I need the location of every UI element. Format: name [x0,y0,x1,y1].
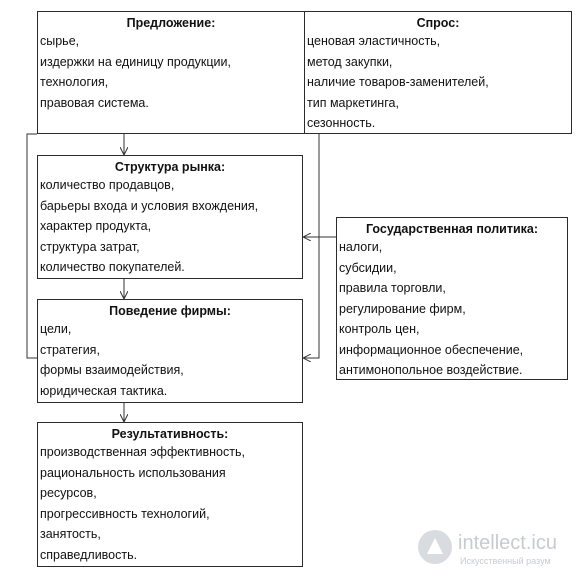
watermark [418,530,578,570]
performance-item: занятость, [40,527,101,541]
demand-item: метод закупки, [307,54,393,69]
supply-title: Предложение: [126,16,216,30]
market-structure-title: Структура рынка: [114,160,226,174]
government-policy-item: информационное обеспечение, [339,342,524,357]
watermark-name: intellect.icu [458,532,557,554]
demand-title: Спрос: [416,16,460,30]
supply-item: правовая система. [40,95,149,110]
government-policy-list [337,237,567,381]
performance-box [37,422,303,567]
supply-item: сырье, [40,34,80,48]
market-structure-item: барьеры входа и условия вхождения, [40,198,259,213]
demand-item: тип маркетинга, [307,95,399,110]
market-structure-box [37,155,303,279]
government-policy-title: Государственная политика: [365,222,539,236]
supply-item: издержки на единицу продукции, [40,54,231,69]
performance-item: справедливость. [40,547,138,562]
firm-conduct-box [37,299,303,403]
government-policy-item: антимонопольное воздействие. [339,363,523,377]
firm-conduct-title: Поведение фирмы: [109,304,231,318]
performance-item: ресурсов, [40,486,97,500]
watermark-logo-icon [418,530,452,564]
firm-conduct-item: юридическая тактика. [40,383,168,398]
government-policy-item: субсидии, [339,260,397,275]
demand-box [304,11,572,134]
firm-conduct-item: стратегия, [40,342,100,357]
market-structure-item: количество покупателей. [40,260,185,274]
market-structure-list [38,175,302,278]
feedback-line-left [27,134,37,358]
arrow-demand-to-conduct [304,134,319,358]
performance-item: прогрессивность технологий, [40,506,210,521]
supply-list [38,31,304,113]
government-policy-item: контроль цен, [339,322,420,336]
market-structure-item: структура затрат, [40,239,140,254]
demand-item: ценовая эластичность, [307,34,441,48]
supply-item: технология, [40,75,109,89]
performance-list [38,442,302,565]
watermark-tagline: Искусственный разум [460,556,551,566]
government-policy-item: налоги, [339,240,383,254]
government-policy-item: регулирование фирм, [339,301,466,316]
firm-conduct-item: формы взаимодействия, [40,363,184,377]
demand-item: сезонность. [307,116,376,130]
firm-conduct-item: цели, [40,322,72,336]
firm-conduct-list [38,319,302,401]
government-policy-item: правила торговли, [339,281,446,295]
performance-item: производственная эффективность, [40,445,245,459]
market-structure-item: характер продукта, [40,219,152,233]
demand-list [305,31,571,134]
government-policy-box [336,217,568,380]
demand-item: наличие товаров-заменителей, [307,75,489,89]
supply-box [37,11,305,134]
performance-item: рациональность использования [40,465,226,480]
market-structure-item: количество продавцов, [40,178,175,192]
performance-title: Результативность: [111,427,229,441]
